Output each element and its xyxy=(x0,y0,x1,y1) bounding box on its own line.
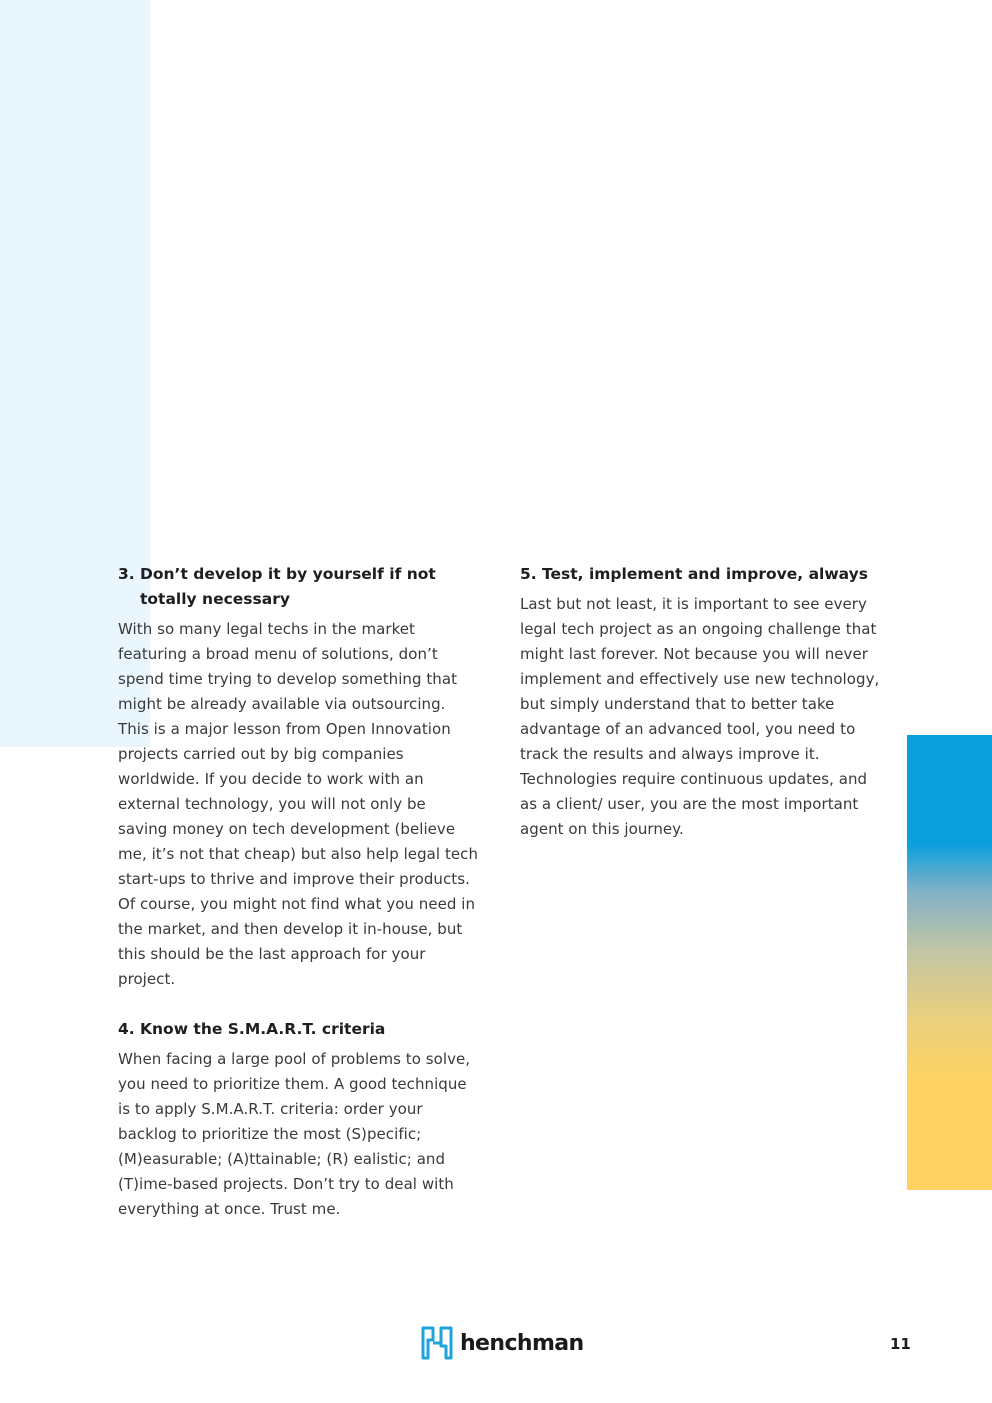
right-column xyxy=(520,562,880,867)
henchman-logo-icon xyxy=(420,1325,454,1361)
section-title: Test, implement and improve, always xyxy=(542,565,868,583)
section-4 xyxy=(118,1017,478,1222)
section-body: With so many legal techs in the market featuring a broad menu of solutions, don’t spend time trying to develop something that might be already available via outsourcing. This is a major lesson from Open Innovation projects carried out by big companies worldwide. If you decide to work with an external technology, you will not only be saving money on tech development (believe me, it’s not that cheap) but also help legal tech start-ups to thrive and improve their products. Of course, you might not find what you need in the market, and then develop it in-house, but this should be the last approach for your project. xyxy=(118,620,479,988)
henchman-logo xyxy=(420,1325,584,1361)
section-body: Last but not least, it is important to see every legal tech project as an ongoing challenge that might last forever. Not because you will never implement and effectively use new technology, but simply understand that to better take advantage of an advanced tool, you need to track the results and always improve it. Technologies require continuous updates, and as a client/ user, you are the most important agent on this journey. xyxy=(520,595,880,838)
page-number: 11 xyxy=(890,1335,911,1353)
section-heading xyxy=(118,562,478,612)
section-number: 5. xyxy=(520,565,537,583)
section-title: Don’t develop it by yourself if not totally necessary xyxy=(140,565,436,608)
logo-wordmark: henchman xyxy=(460,1330,584,1356)
section-title: Know the S.M.A.R.T. criteria xyxy=(140,1020,386,1038)
section-number: 3. xyxy=(118,565,135,583)
section-heading xyxy=(118,1017,478,1042)
section-heading xyxy=(520,562,880,587)
section-body: When facing a large pool of problems to solve, you need to prioritize them. A good technique is to apply S.M.A.R.T. criteria: order your backlog to prioritize the most (S)pecific; (M)easurable; (A)ttainable; (R) ealistic; and (T)ime-based projects. Don’t try to deal with everything at once. Trust me. xyxy=(118,1050,471,1218)
section-5 xyxy=(520,562,880,842)
section-number: 4. xyxy=(118,1020,135,1038)
decorative-gradient-bar xyxy=(907,735,992,1190)
left-column xyxy=(118,562,478,1247)
section-3 xyxy=(118,562,478,992)
